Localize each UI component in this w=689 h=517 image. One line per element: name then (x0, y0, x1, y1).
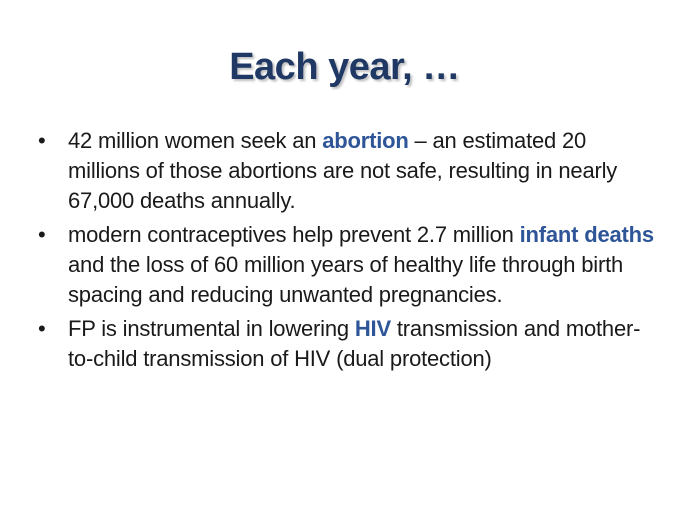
bullet-highlight: abortion (322, 128, 409, 153)
bullet-highlight: infant deaths (519, 222, 654, 247)
bullet-list (38, 126, 658, 378)
slide-title: Each year, … (229, 46, 460, 88)
bullet-text-after: and the loss of 60 million years of healthy life through birth spacing and reducing unwanted pregnancies. (68, 252, 624, 307)
bullet-text-before: modern contraceptives help prevent 2.7 million (68, 222, 520, 247)
bullet-text-before: 42 million women seek an (68, 128, 323, 153)
bullet-text-after: transmission and mother-to-child transmission of HIV (dual protection) (68, 316, 641, 371)
bullet-dot-icon: • (38, 222, 46, 247)
bullet-text-after: – an estimated 20 millions of those abortions are not safe, resulting in nearly 67,000 deaths annually. (68, 128, 618, 213)
bullet-item (38, 220, 658, 310)
bullet-dot-icon: • (38, 316, 46, 341)
bullet-dot-icon: • (38, 128, 46, 153)
bullet-text-before: FP is instrumental in lowering (68, 316, 355, 341)
bullet-item (38, 126, 658, 216)
bullet-item (38, 314, 658, 374)
bullet-highlight: HIV (354, 316, 391, 341)
